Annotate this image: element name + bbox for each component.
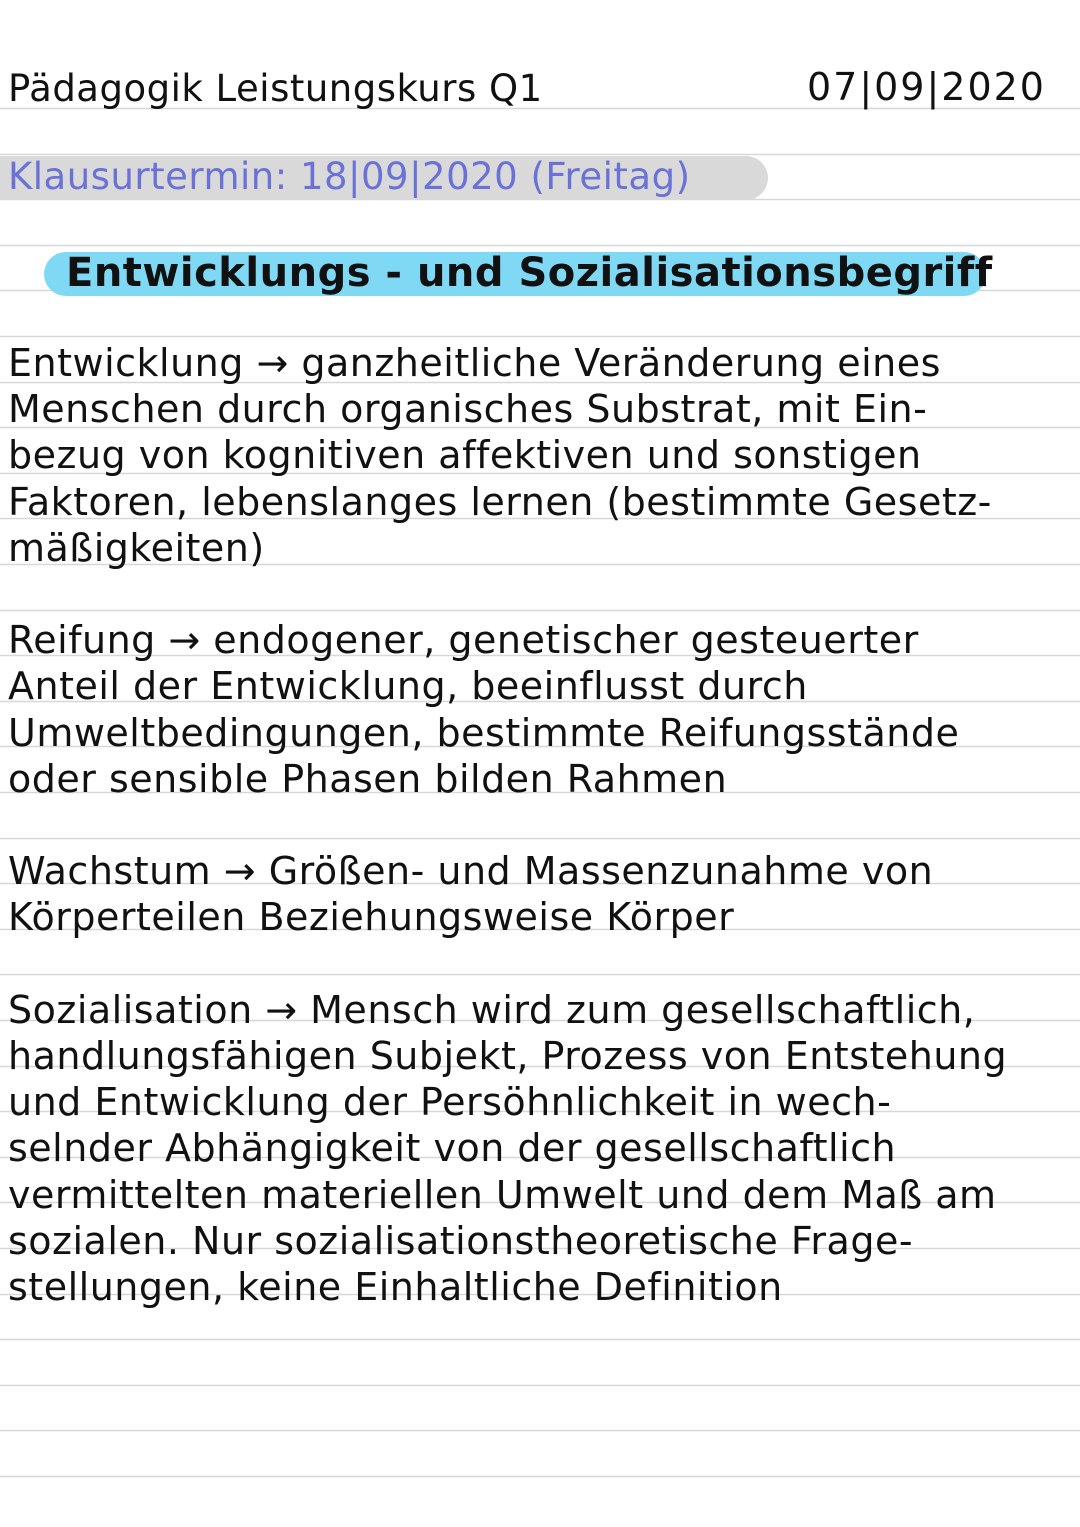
note-line: sozialen. Nur sozialisationstheoretische Frage- xyxy=(8,1219,914,1263)
note-line: handlungsfähigen Subjekt, Prozess von Entstehung xyxy=(8,1034,1008,1078)
note-line: Sozialisation → Mensch wird zum gesellschaftlich, xyxy=(8,988,976,1032)
note-line: und Entwicklung der Persöhnlichkeit in wech- xyxy=(8,1080,892,1124)
note-line: Umweltbedingungen, bestimmte Reifungsstände xyxy=(8,711,960,755)
note-line: Anteil der Entwicklung, beeinflusst durch xyxy=(8,664,808,708)
note-line: mäßigkeiten) xyxy=(8,526,265,570)
page-title: Entwicklungs - und Sozialisationsbegriff xyxy=(66,250,993,296)
note-line: stellungen, keine Einhaltliche Definition xyxy=(8,1265,783,1309)
note-line: vermittelten materiellen Umwelt und dem Maß am xyxy=(8,1173,997,1217)
exam-date-text: Klausurtermin: 18|09|2020 (Freitag) xyxy=(8,155,691,198)
subject-heading: Pädagogik Leistungskurs Q1 xyxy=(8,67,543,110)
note-date: 07|09|2020 xyxy=(806,65,1046,109)
note-line: bezug von kognitiven affektiven und sonstigen xyxy=(8,433,922,477)
note-line: Entwicklung → ganzheitliche Veränderung eines xyxy=(8,341,941,385)
note-line: Wachstum → Größen- und Massenzunahme von xyxy=(8,849,934,893)
note-line: Menschen durch organisches Substrat, mit Ein- xyxy=(8,387,928,431)
note-line: selnder Abhängigkeit von der gesellschaftlich xyxy=(8,1126,897,1170)
note-line: Körperteilen Beziehungsweise Körper xyxy=(8,895,735,939)
note-line: Reifung → endogener, genetischer gesteuerter xyxy=(8,618,919,662)
note-line: oder sensible Phasen bilden Rahmen xyxy=(8,757,728,801)
note-line: Faktoren, lebenslanges lernen (bestimmte Gesetz- xyxy=(8,480,992,524)
